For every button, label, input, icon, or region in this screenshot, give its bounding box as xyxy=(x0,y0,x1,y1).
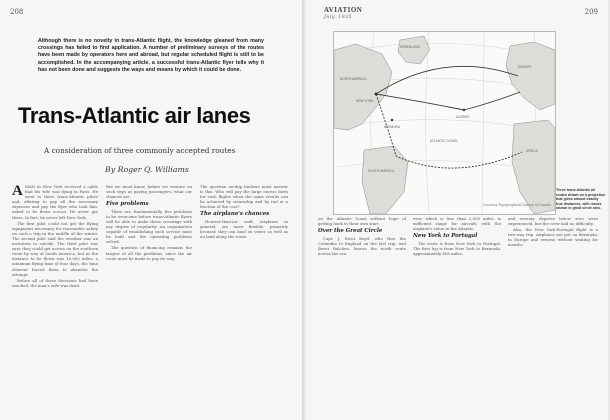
new-york-marker xyxy=(375,93,378,96)
body-column-4 xyxy=(318,216,406,414)
left-page xyxy=(0,0,302,420)
body-column-2 xyxy=(106,184,192,414)
map-label-north-america: NORTH AMERICA xyxy=(340,77,367,81)
central-route xyxy=(376,92,520,110)
page-number-left: 208 xyxy=(10,8,24,16)
body-paragraph: Heavier-than-air craft, airplanes in general, are more flexible, primarily because they can land on water as well as on land along the route. xyxy=(200,218,288,240)
section-heading: The airplane's chances xyxy=(200,211,270,218)
body-column-6 xyxy=(508,216,598,414)
map-label-azores: AZORES xyxy=(456,115,470,119)
route-map-graphic xyxy=(334,32,555,214)
drop-cap: A xyxy=(12,184,23,199)
issue-date: July, 1935 xyxy=(324,14,352,20)
body-paragraph: Capt. J. Errol Boyd, who flew the Columbia to England on the last trip, and Bernt Balchen, knows the north route across the sea. xyxy=(318,235,406,256)
route-stops xyxy=(375,93,466,122)
body-paragraph: But we must know, before we venture on such trips as paying passengers, what our chances are. xyxy=(106,184,192,200)
map-label-greenland: GREENLAND xyxy=(400,45,420,49)
section-heading: New York to Portugal xyxy=(413,233,478,240)
body-column-3 xyxy=(200,184,288,414)
azores-marker xyxy=(463,109,465,111)
map-credit: Courtesy Topographical Survey of Canada xyxy=(483,203,552,207)
map-label-africa: AFRICA xyxy=(526,149,538,153)
map-label-bermuda: BERMUDA xyxy=(384,125,400,129)
body-paragraph: The route is from New York to Portugal. The first leg is from New York to Bermuda, approximately 800 miles. xyxy=(413,240,501,256)
body-paragraph: and seventy degrees below zero were experienced, but the crew had no difficulty. xyxy=(508,216,598,227)
north-america-landmass xyxy=(334,44,392,130)
map-label-europe: EUROPE xyxy=(518,65,532,69)
running-head xyxy=(324,6,362,20)
article-headline: Trans-Atlantic air lanes xyxy=(18,103,251,128)
page-number-right: 209 xyxy=(584,8,598,16)
bermuda-marker xyxy=(391,119,393,121)
south-america-landmass xyxy=(362,146,408,214)
body-paragraph: The question airship backers must answer is this: Who will pay the large excess fares for such flights when the same results can be achieved by steamship and by rail at a fraction of the cost? xyxy=(200,184,288,210)
map-caption: Three trans-Atlantic air routes drawn on a projection that gives almost exactly true distances, with routes shown in great circle arcs. xyxy=(556,188,606,211)
publication-name: AVIATION xyxy=(324,6,363,14)
body-paragraph: Also, the New York-Portugal flight is a two-way trip. Airplanes are put on Bermuda, in Europe and returns without waiting for months. xyxy=(508,227,598,248)
body-column-5 xyxy=(413,216,501,414)
body-paragraph: There are, fundamentally, five problems to be overcome before trans-Atlantic flyers will be able to make these crossings with any degree of regularity. An organization capable of establishing such service must be built and the operating problems solved. xyxy=(106,208,192,245)
right-page xyxy=(306,0,608,420)
body-paragraph: ever, which is less than 2,500 miles, is sufficient range for aircraft, with the airplane's value in the Atlantic. xyxy=(413,216,501,232)
map-label-new-york: NEW YORK xyxy=(356,99,374,103)
europe-landmass xyxy=(506,42,555,110)
route-map xyxy=(333,31,556,215)
body-paragraph: MAN in New York received a cable that his wife was dying in Paris. He went to three trans-Atlantic pilots and, offering to pay all the necessary expenses and pay the flyer who took him, asked to be flown across. He never got there. In fact, he never left New York. xyxy=(12,184,98,220)
body-paragraph: Before all of these decisions had been reached, the man's wife was dead. xyxy=(12,277,98,288)
section-heading: Over the Great Circle xyxy=(318,228,383,235)
northern-route xyxy=(376,66,518,94)
body-column-1 xyxy=(12,184,98,414)
body-paragraph: The question of financing remains the largest of all the problems, since the air route must be made to pay its way. xyxy=(106,245,192,261)
map-landmasses xyxy=(334,36,555,214)
map-label-atlantic-ocean: ATLANTIC OCEAN xyxy=(430,139,458,143)
byline: By Roger Q. Williams xyxy=(105,165,189,174)
map-label-south-america: SOUTH AMERICA xyxy=(368,169,395,173)
section-heading: Five problems xyxy=(106,201,149,208)
article-deck: A consideration of three commonly accepted routes xyxy=(44,146,236,155)
intro-paragraph: Although there is no novelty in trans-Atlantic flight, the knowledge gleaned from many crossings has failed to find application. A number of preliminary surveys of the routes have been made by operators here and abroad, but regular scheduled flight is still to be accomplished. In the accompanying article, a successful trans-Atlantic flyer tells why it has not been done and suggests the ways and means by which it could be done. xyxy=(38,38,264,73)
body-paragraph: on the Atlantic Coast without hope of getting back to their own start. xyxy=(318,216,406,227)
africa-landmass xyxy=(512,120,555,214)
body-paragraph: The first pilot could not get the flying equipment necessary for reasonable safety on such a trip in the middle of the winter. The second pilot said the weather was an invitation to suicide. The third pilot was sure they could get across on the southern route by way of South America, but as the distance to be flown was 10,000 miles, a minimum flying time of four days, the time element forced them to abandon the attempt. xyxy=(12,220,98,277)
greenland-landmass xyxy=(398,36,430,64)
